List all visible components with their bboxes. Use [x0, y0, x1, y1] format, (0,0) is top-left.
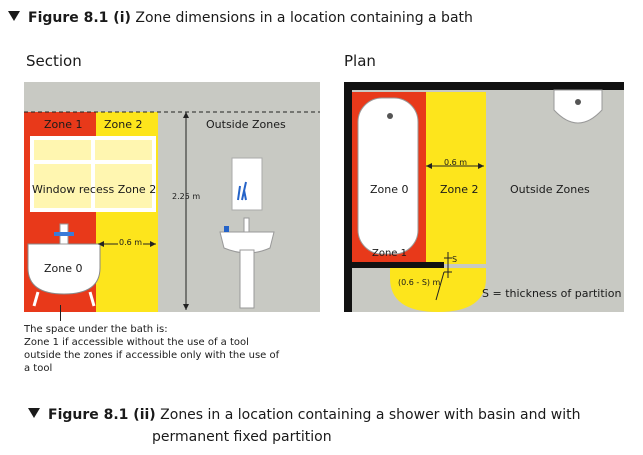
- section-zone1-label: Zone 1: [44, 118, 83, 131]
- bath-note-line: a tool: [24, 363, 53, 374]
- section-zone2-label: Zone 2: [104, 118, 143, 131]
- figure-caption-2-line2: permanent fixed partition: [152, 429, 332, 445]
- figure-number: Figure 8.1 (i): [28, 10, 131, 26]
- plan-outside-label: Outside Zones: [510, 183, 590, 196]
- section-outside-label: Outside Zones: [206, 118, 286, 131]
- figure-caption-1: [8, 8, 473, 28]
- section-distance-label: 0.6 m: [119, 238, 143, 247]
- plan-diagram: [344, 82, 624, 312]
- plan-distance-label: 0.6 m: [444, 158, 468, 167]
- plan-heading: Plan: [344, 52, 376, 70]
- basin-tap-icon: [244, 218, 249, 232]
- figure-caption-2: [28, 405, 581, 425]
- figure-title: Zone dimensions in a location containing a bath: [135, 10, 473, 26]
- triangle-bullet-icon: [8, 11, 20, 21]
- pedestal: [240, 250, 254, 308]
- plan-zone2-area: [426, 92, 486, 264]
- section-zone0-label: Zone 0: [44, 262, 83, 275]
- plan-formula-label: (0.6 - S) m: [398, 278, 441, 287]
- section-height-label: 2.25 m: [172, 192, 201, 201]
- triangle-bullet-icon: [28, 408, 40, 418]
- plan-zone0-label: Zone 0: [370, 183, 409, 196]
- section-window-label: Window recess Zone 2: [32, 183, 157, 196]
- partition-note: S = thickness of partition: [482, 287, 622, 300]
- bath-note-line: outside the zones if accessible only with the use of: [24, 350, 280, 361]
- note-pointer: [60, 305, 61, 321]
- plan-zone1-label: Zone 1: [372, 248, 407, 259]
- mirror: [232, 158, 262, 210]
- section-heading: Section: [26, 52, 82, 70]
- figure-title: Zones in a location containing a shower with basin and with: [160, 407, 581, 423]
- partition: [344, 262, 444, 268]
- bath-note: [24, 323, 324, 375]
- figure-number: Figure 8.1 (ii): [48, 407, 156, 423]
- plan-zone2-label: Zone 2: [440, 183, 479, 196]
- bath-note-line: Zone 1 if accessible without the use of a tool: [24, 337, 249, 348]
- plan-bath: [358, 98, 418, 254]
- plan-s-label: S: [452, 255, 458, 264]
- bath-note-line: The space under the bath is:: [24, 324, 168, 335]
